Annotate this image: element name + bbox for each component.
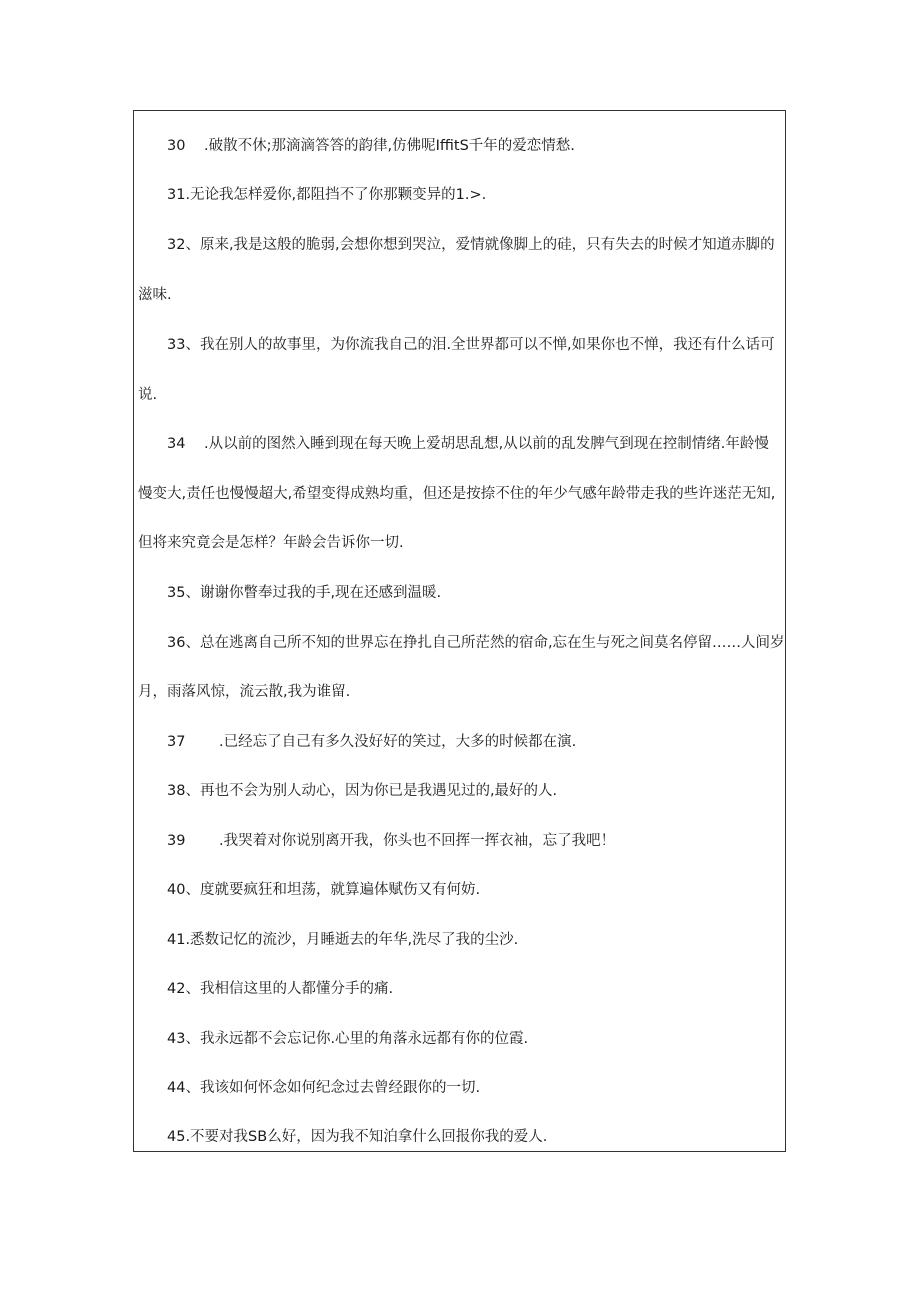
quote-line-45: 45.不要对我SB么好，因为我不知泊拿什么回报你我的爱人. xyxy=(167,1129,548,1145)
quote-line-35: 35、谢谢你瞥奉过我的手,现在还感到温暖. xyxy=(167,585,442,601)
quote-line-36: 36、总在逃离自己所不知的世界忘在挣扎自己所茫然的宿命,忘在生与死之间莫名停留……人间岁 xyxy=(167,635,785,651)
quote-line-43: 43、我永远都不会忘记你.心里的角落永远都有你的位霞. xyxy=(167,1031,529,1047)
quote-line-42: 42、我相信这里的人都懂分手的痛. xyxy=(167,981,394,997)
quote-line-38: 38、再也不会为别人动心，因为你已是我遇见过的,最好的人. xyxy=(167,783,558,799)
quote-line-40: 40、度就要疯狂和坦荡，就算遍体赋伤又有何妨. xyxy=(167,882,481,898)
quote-text: .破散不休;那滴滴答答的韵律,仿佛呢IffitS千年的爱恋情愁. xyxy=(204,138,575,154)
quote-line-34-cont-1: 慢变大,责任也慢慢超大,希望变得成熟均重，但还是按捺不住的年少气感年龄带走我的些许迷茫无知, xyxy=(138,486,776,502)
quote-number: 37 xyxy=(167,734,186,750)
quote-text: .从以前的图然入睡到现在每天晚上爱胡思乱想,从以前的乱发脾气到现在控制情绪.年龄慢 xyxy=(204,436,769,452)
quote-text: .已经忘了自己有多久没好好的笑过，大多的时候都在演. xyxy=(219,734,577,750)
quote-line-30 xyxy=(134,136,787,156)
quote-line-33: 33、我在别人的故事里，为你流我自己的泪.全世界都可以不惮,如果你也不惮，我还有什么话可 xyxy=(167,337,775,353)
quote-number: 39 xyxy=(167,833,186,849)
quote-line-44: 44、我该如何怀念如何纪念过去曾经跟你的一切. xyxy=(167,1080,481,1096)
quote-text: .我哭着对你说别离开我，你头也不回挥一挥衣袖，忘了我吧！ xyxy=(219,833,616,849)
quote-line-39 xyxy=(134,831,787,851)
quote-line-32: 32、原来,我是这般的脆弱,会想你想到哭泣，爱情就像脚上的硅，只有失去的时候才知道赤脚的 xyxy=(167,237,775,253)
quote-line-32-cont: 滋味. xyxy=(138,287,172,303)
quote-line-34-cont-2: 但将来究竟会是怎样？年龄会告诉你一切. xyxy=(138,535,404,551)
document-frame xyxy=(133,110,786,1152)
quote-line-31: 31.无论我怎样爱你,都阻挡不了你那颗变异的1.>. xyxy=(167,187,487,203)
quote-line-37 xyxy=(134,732,787,752)
quote-line-33-cont: 说. xyxy=(138,387,158,403)
quote-number: 30 xyxy=(167,138,186,154)
quote-number: 34 xyxy=(167,436,186,452)
quote-line-36-cont: 月，雨落风惊，流云散,我为谁留. xyxy=(138,684,351,700)
quote-line-34 xyxy=(134,434,787,454)
quote-line-41: 41.悉数记忆的流沙，月睡逝去的年华,洗尽了我的尘沙. xyxy=(167,932,519,948)
